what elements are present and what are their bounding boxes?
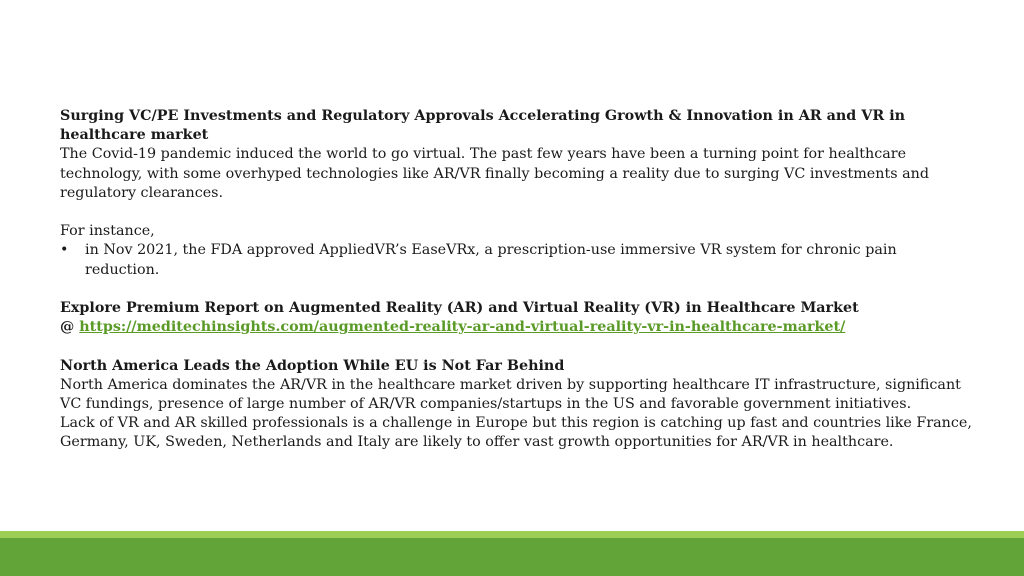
growth-heading: Surging VC/PE Investments and Regulatory Approvals Accelerating Growth & Innovation in AR and VR in healthcare market [60,108,906,144]
explore-link-line [60,318,975,337]
bullet-item [60,241,975,279]
bullet-text: in Nov 2021, the FDA approved AppliedVR’s EaseVRx, a prescription-use immersive VR system for chronic pain reduction. [85,242,897,278]
spacer [60,337,975,356]
instance-intro: For instance, [60,223,155,240]
region-heading: North America Leads the Adoption While EU is Not Far Behind [60,357,565,374]
europe-paragraph: Lack of VR and AR skilled professionals is a challenge in Europe but this region is catching up fast and countries like France, Germany, UK, Sweden, Netherlands and Italy are likely to offer vast growth opportunities for AR/VR in healthcare. [60,415,972,451]
spacer [60,203,975,222]
report-link[interactable]: https://meditechinsights.com/augmented-reality-ar-and-virtual-reality-vr-in-healthcare-market/ [79,319,846,336]
footer-band [0,538,1024,576]
slide-content [60,107,975,453]
bullet-icon: • [60,242,69,259]
growth-paragraph: The Covid-19 pandemic induced the world to go virtual. The past few years have been a turning point for healthcare technology, with some overhyped technologies like AR/VR finally becoming a reality due to surging VC investments and regulatory clearances. [60,146,929,201]
spacer [60,280,975,299]
at-symbol: @ [60,319,75,336]
footer-accent-stripe [0,531,1024,538]
north-america-paragraph: North America dominates the AR/VR in the healthcare market driven by supporting healthcare IT infrastructure, significant VC fundings, presence of large number of AR/VR companies/startups in the US and favorable government initiatives. [60,376,961,412]
explore-heading: Explore Premium Report on Augmented Reality (AR) and Virtual Reality (VR) in Healthcare Market [60,300,859,316]
